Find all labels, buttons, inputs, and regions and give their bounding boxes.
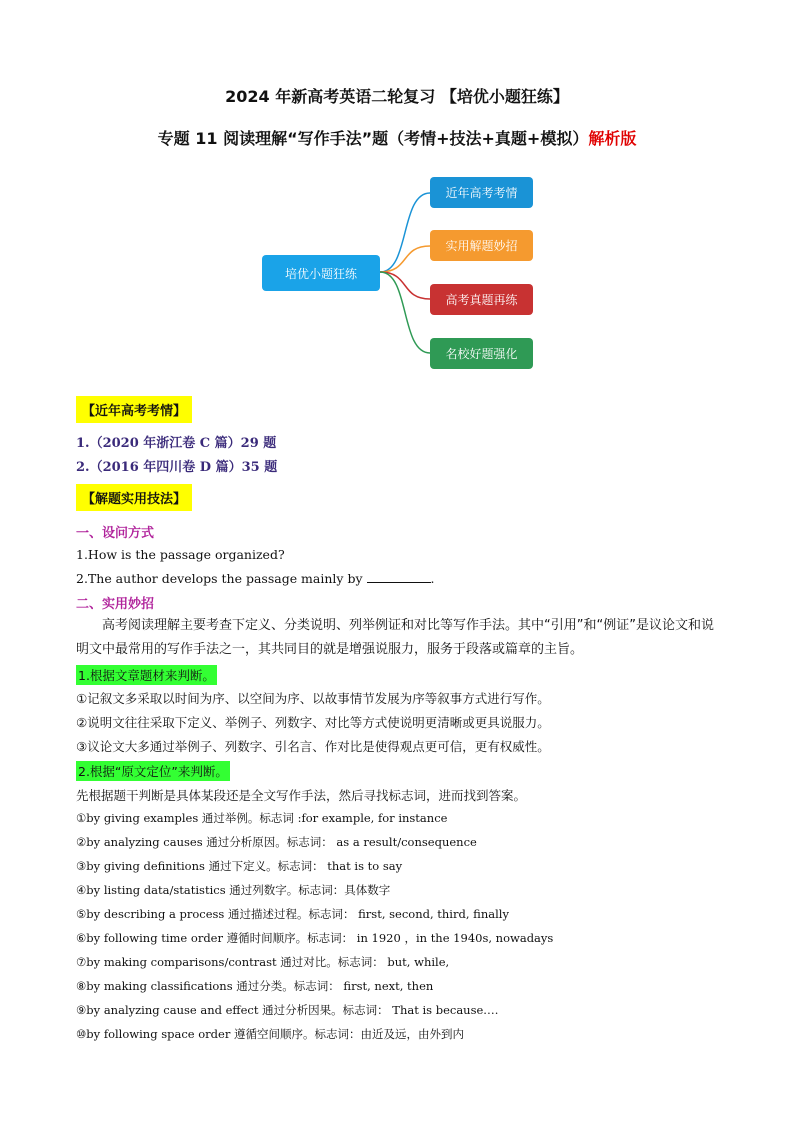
exam-item-2: 2.（2016 年四川卷 D 篇）35 题 (76, 460, 278, 475)
mindmap-connectors (0, 0, 794, 400)
connector-3 (380, 272, 430, 299)
section-heading-techniques: 【解题实用技法】 (76, 484, 192, 511)
mindmap (0, 0, 794, 400)
tip-1-heading: 1.根据文章题材来判断。 (76, 665, 217, 685)
tip-2-intro: 先根据题干判断是具体某段还是全文写作手法，然后寻找标志词，进而找到答案。 (76, 788, 527, 803)
subtitle-main: 专题 11 阅读理解“写作手法”题（考情+技法+真题+模拟） (157, 129, 589, 148)
method-7: ⑦by making comparisons/contrast 通过对比。标志词： but, while, (76, 955, 450, 969)
mindmap-root: 培优小题狂练 (262, 255, 380, 291)
method-10: ⑩by following space order 遵循空间顺序。标志词：由近及远，由外到内 (76, 1027, 464, 1041)
section-heading-exam-trends: 【近年高考考情】 (76, 396, 192, 423)
mindmap-branch-1: 近年高考考情 (430, 177, 533, 208)
question-form-2-text: 2.The author develops the passage mainly by (76, 571, 363, 586)
method-6: ⑥by following time order 遵循时间顺序。标志词： in 1920 ，in the 1940s, nowadays (76, 931, 554, 945)
method-3: ③by giving definitions 通过下定义。标志词： that is to say (76, 859, 403, 873)
method-8: ⑧by making classifications 通过分类。标志词： first, next, then (76, 979, 434, 993)
connector-2 (380, 246, 430, 272)
question-form-2 (76, 570, 434, 586)
tip-1-line-3: ③议论文大多通过举例子、列数字、引名言、作对比是使得观点更可信，更有权威性。 (76, 739, 550, 754)
mindmap-branch-4: 名校好题强化 (430, 338, 533, 369)
connector-4 (380, 272, 430, 353)
mindmap-branch-2: 实用解题妙招 (430, 230, 533, 261)
method-4: ④by listing data/statistics 通过列数字。标志词：具体数字 (76, 883, 391, 897)
exam-item-1: 1.（2020 年浙江卷 C 篇）29 题 (76, 436, 277, 451)
question-form-2-end: . (430, 571, 435, 586)
tip-1-line-2: ②说明文往往采取下定义、举例子、列数字、对比等方式使说明更清晰或更具说服力。 (76, 715, 550, 730)
method-2: ②by analyzing causes 通过分析原因。标志词： as a result/consequence (76, 835, 477, 849)
part2-title: 二、实用妙招 (76, 597, 155, 612)
document-title: 2024 年新高考英语二轮复习 【培优小题狂练】 (225, 87, 569, 106)
tip-1-line-1: ①记叙文多采取以时间为序、以空间为序、以故事情节发展为序等叙事方式进行写作。 (76, 691, 550, 706)
question-form-1: 1.How is the passage organized? (76, 547, 285, 562)
tip-2-heading: 2.根据“原文定位”来判断。 (76, 761, 230, 781)
mindmap-branch-3: 高考真题再练 (430, 284, 533, 315)
part1-title: 一、设问方式 (76, 526, 155, 541)
answer-blank (367, 570, 431, 583)
subtitle-red: 解析版 (588, 129, 637, 148)
method-5: ⑤by describing a process 通过描述过程。标志词： first, second, third, finally (76, 907, 509, 921)
method-9: ⑨by analyzing cause and effect 通过分析因果。标志词： That is because.… (76, 1003, 499, 1017)
intro-paragraph: 高考阅读理解主要考查下定义、分类说明、列举例证和对比等写作手法。其中“引用”和“例证”是议论文和说明文中最常用的写作手法之一，其共同目的就是增强说服力，服务于段落或篇章的主旨。 (76, 618, 714, 657)
method-1: ①by giving examples 通过举例。标志词 :for example, for instance (76, 811, 448, 825)
